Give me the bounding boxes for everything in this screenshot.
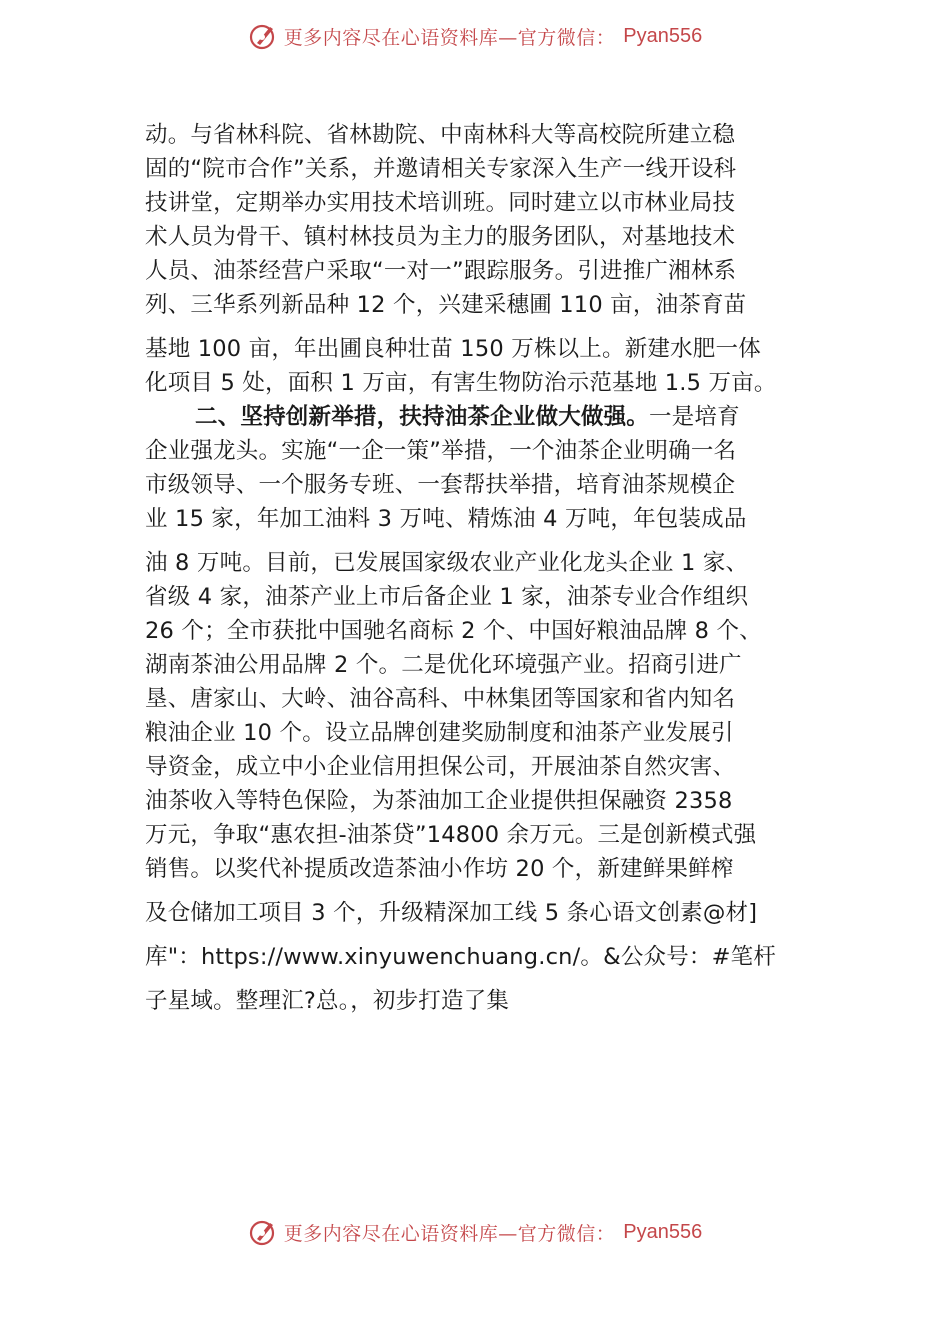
watermark-text: 更多内容尽在心语资料库—官方微信：: [283, 1222, 616, 1245]
text-line: 油茶收入等特色保险，为茶油加工企业提供担保融资 2358: [145, 788, 733, 814]
pen-circle-logo-icon: [248, 21, 278, 51]
text-line: 导资金，成立中小企业信用担保公司，开展油茶自然灾害、: [145, 754, 736, 780]
text-line: 销售。以奖代补提质改造茶油小作坊 20 个，新建鲜果鲜榨: [145, 856, 734, 882]
text-line: 库"：https://www.xinyuwenchuang.cn/。&公众号：#笔杆: [145, 944, 777, 970]
text-line: 万元，争取“惠农担-油茶贷”14800 余万元。三是创新模式强: [145, 822, 757, 848]
text-line: 油 8 万吨。目前，已发展国家级农业产业化龙头企业 1 家、: [145, 550, 749, 576]
text-line: 湖南茶油公用品牌 2 个。二是优化环境强产业。招商引进广: [145, 652, 742, 678]
text-line: 市级领导、一个服务专班、一套帮扶举措，培育油茶规模企: [145, 472, 736, 498]
text-line: 化项目 5 处，面积 1 万亩，有害生物防治示范基地 1.5 万亩。: [145, 370, 777, 396]
document-body: [145, 118, 835, 1018]
footer-watermark: [0, 1212, 950, 1252]
watermark-text: 更多内容尽在心语资料库—官方微信：: [283, 26, 616, 49]
text-line: 列、三华系列新品种 12 个，兴建采穗圃 110 亩，油茶育苗: [145, 292, 747, 318]
text-line: 固的“院市合作”关系，并邀请相关专家深入生产一线开设科: [145, 156, 737, 182]
text-line: 术人员为骨干、镇村林技员为主力的服务团队，对基地技术: [145, 224, 736, 250]
header-watermark: [0, 16, 950, 56]
section-heading-line: [145, 400, 835, 434]
watermark-wechat-id: Pyan556: [623, 24, 703, 47]
text-line: 人员、油茶经营户采取“一对一”跟踪服务。引进推广湘林系: [145, 258, 737, 284]
watermark-wechat-id: Pyan556: [623, 1220, 703, 1243]
text-line: 企业强龙头。实施“一企一策”举措，一个油茶企业明确一名: [145, 438, 737, 464]
text-line: 业 15 家，年加工油料 3 万吨、精炼油 4 万吨，年包装成品: [145, 506, 747, 532]
text-line: 基地 100 亩，年出圃良种壮苗 150 万株以上。新建水肥一体: [145, 336, 761, 362]
text-line: 粮油企业 10 个。设立品牌创建奖励制度和油茶产业发展引: [145, 720, 734, 746]
text-line: 省级 4 家，油茶产业上市后备企业 1 家，油茶专业合作组织: [145, 584, 749, 610]
section-heading: 二、坚持创新举措，扶持油茶企业做大做强。: [195, 404, 650, 430]
text-line: 垦、唐家山、大岭、油谷高科、中林集团等国家和省内知名: [145, 686, 736, 712]
pen-circle-logo-icon: [248, 1217, 278, 1247]
text-line: 动。与省林科院、省林勘院、中南林科大等高校院所建立稳: [145, 122, 736, 148]
text-line: 及仓储加工项目 3 个，升级精深加工线 5 条心语文创素@材]: [145, 900, 758, 926]
section-heading-rest: 一是培育: [649, 404, 740, 430]
text-line: 26 个；全市获批中国驰名商标 2 个、中国好粮油品牌 8 个、: [145, 618, 762, 644]
text-line: 子星域。整理汇?总。，初步打造了集: [145, 988, 510, 1014]
text-line: 技讲堂，定期举办实用技术培训班。同时建立以市林业局技: [145, 190, 736, 216]
